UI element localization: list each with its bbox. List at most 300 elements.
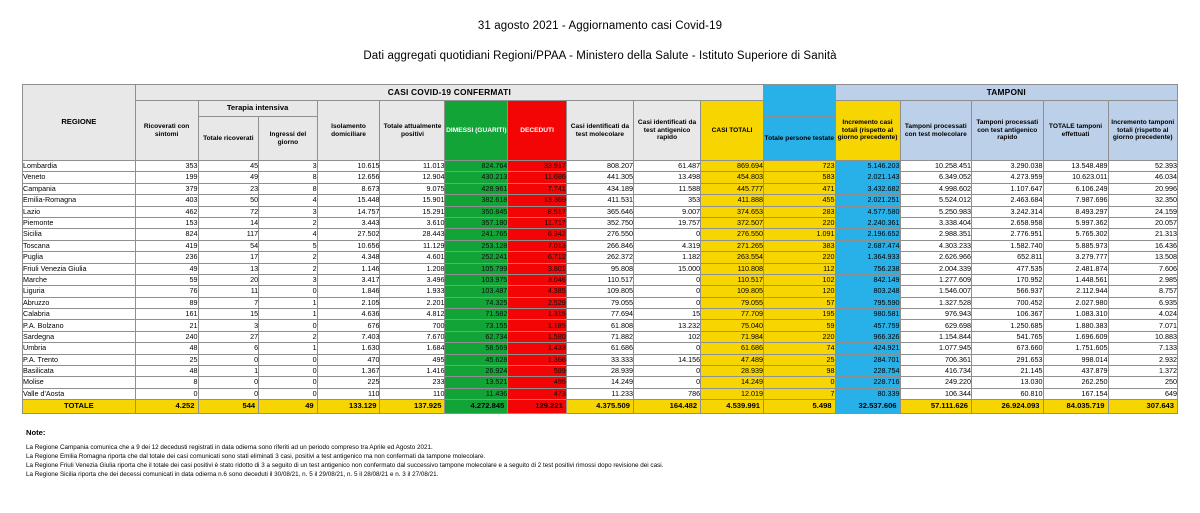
data-cell: 980.581 (835, 309, 900, 320)
region-name-cell: Molise (23, 377, 136, 388)
data-cell: 0 (633, 377, 700, 388)
data-cell: 120 (764, 286, 836, 297)
data-cell: 0 (633, 297, 700, 308)
table-row (23, 206, 1178, 217)
data-cell: 786 (633, 388, 700, 399)
data-cell: 6.712 (508, 252, 567, 263)
total-cell: 4.272.845 (445, 400, 508, 414)
table-row (23, 309, 1178, 320)
data-cell: 220 (764, 331, 836, 342)
data-cell: 629.698 (900, 320, 972, 331)
data-cell: 263.554 (701, 252, 764, 263)
data-cell: 75.040 (701, 320, 764, 331)
data-cell: 3.338.404 (900, 217, 972, 228)
data-cell: 8 (259, 172, 318, 183)
data-cell: 4.577.580 (835, 206, 900, 217)
note-line: La Regione Sicilia riporta che dei decessi comunicati in data odierna n.6 sono deceduti il 30/08/21, n. 5 il 29/08/21, n. 5 il 28/08/21 e n. 3 il 27/08/21. (26, 470, 439, 478)
col-header-ic-daily-entries: Ingressi del giorno (259, 117, 318, 161)
table-row (23, 195, 1178, 206)
data-cell: 700 (380, 320, 445, 331)
data-cell: 676 (317, 320, 380, 331)
region-name-cell: Basilicata (23, 366, 136, 377)
data-cell: 45 (198, 161, 259, 172)
data-cell: 8.493.297 (1043, 206, 1108, 217)
data-cell: 723 (764, 161, 836, 172)
data-cell: 61.808 (566, 320, 633, 331)
data-cell: 6.349.052 (900, 172, 972, 183)
data-cell: 241.765 (445, 229, 508, 240)
region-name-cell: P.A. Trento (23, 354, 136, 365)
data-cell: 236 (135, 252, 198, 263)
region-name-cell: Liguria (23, 286, 136, 297)
total-cell: 57.111.626 (900, 400, 972, 414)
data-cell: 102 (764, 274, 836, 285)
table-row (23, 366, 1178, 377)
data-cell: 71.582 (445, 309, 508, 320)
data-cell: 7.133 (1108, 343, 1177, 354)
data-cell: 2 (259, 217, 318, 228)
data-cell: 252.241 (445, 252, 508, 263)
data-cell: 2.004.339 (900, 263, 972, 274)
data-cell: 225 (317, 377, 380, 388)
data-cell: 998.014 (1043, 354, 1108, 365)
data-cell: 2 (259, 252, 318, 263)
data-cell: 3.290.038 (972, 161, 1044, 172)
data-cell: 566.937 (972, 286, 1044, 297)
data-cell: 1.367 (317, 366, 380, 377)
data-cell: 2 (259, 331, 318, 342)
note-line: La Regione Friuli Venezia Giulia riporta che il totale dei casi positivi è stato ridotto di 3 a seguito di un test antigenico non confermato dal successivo tampone molecolare e a seguito di 2 test positivi rimossi dopo revisione dei casi. (26, 461, 664, 469)
data-cell: 457.759 (835, 320, 900, 331)
data-cell: 803.248 (835, 286, 900, 297)
data-cell: 61.686 (701, 343, 764, 354)
data-cell: 1.250.685 (972, 320, 1044, 331)
data-cell: 0 (633, 286, 700, 297)
data-cell: 1.684 (380, 343, 445, 354)
data-cell: 57 (764, 297, 836, 308)
data-cell: 4.385 (508, 286, 567, 297)
data-cell: 7.670 (380, 331, 445, 342)
col-header-cases-antigen: Casi identificati da test antigenico rapido (633, 101, 700, 161)
data-cell: 13.521 (445, 377, 508, 388)
data-cell: 1.146 (317, 263, 380, 274)
data-cell: 7.606 (1108, 263, 1177, 274)
region-name-cell: Puglia (23, 252, 136, 263)
data-cell: 4.601 (380, 252, 445, 263)
data-cell: 6 (198, 343, 259, 354)
total-cell: 307.643 (1108, 400, 1177, 414)
data-cell: 103.975 (445, 274, 508, 285)
data-cell: 3.046 (508, 274, 567, 285)
region-name-cell: Marche (23, 274, 136, 285)
data-cell: 3 (259, 161, 318, 172)
data-cell: 2.932 (1108, 354, 1177, 365)
col-header-deaths: DECEDUTI (508, 101, 567, 161)
table-row (23, 240, 1178, 251)
data-cell: 250 (1108, 377, 1177, 388)
data-cell: 2.201 (380, 297, 445, 308)
data-cell: 17 (198, 252, 259, 263)
region-name-cell: Sicilia (23, 229, 136, 240)
data-cell: 0 (259, 388, 318, 399)
data-cell: 15.291 (380, 206, 445, 217)
data-cell: 0 (764, 377, 836, 388)
region-name-cell: Abruzzo (23, 297, 136, 308)
data-cell: 2.626.966 (900, 252, 972, 263)
data-cell: 3.432.682 (835, 183, 900, 194)
data-cell: 5.997.362 (1043, 217, 1108, 228)
data-cell: 430.213 (445, 172, 508, 183)
data-cell: 110 (380, 388, 445, 399)
data-cell: 3.801 (508, 263, 567, 274)
data-cell: 5.524.012 (900, 195, 972, 206)
data-cell: 808.207 (566, 161, 633, 172)
data-cell: 33.333 (566, 354, 633, 365)
region-name-cell: Umbria (23, 343, 136, 354)
data-cell: 110.808 (701, 263, 764, 274)
total-cell: 84.035.719 (1043, 400, 1108, 414)
data-cell: 76 (135, 286, 198, 297)
data-cell: 0 (259, 377, 318, 388)
data-cell: 14.156 (633, 354, 700, 365)
data-cell: 8.757 (1108, 286, 1177, 297)
data-cell: 89 (135, 297, 198, 308)
data-cell: 21 (135, 320, 198, 331)
data-cell: 4 (259, 229, 318, 240)
data-cell: 14.249 (701, 377, 764, 388)
data-cell: 46.034 (1108, 172, 1177, 183)
table-row (23, 172, 1178, 183)
data-cell: 966.326 (835, 331, 900, 342)
data-cell: 10.615 (317, 161, 380, 172)
table-row (23, 354, 1178, 365)
notes-title: Note: (26, 428, 46, 438)
data-cell: 2.105 (317, 297, 380, 308)
data-cell: 170.952 (972, 274, 1044, 285)
notes-section (26, 428, 1200, 478)
data-cell: 20.057 (1108, 217, 1177, 228)
data-cell: 473 (508, 388, 567, 399)
total-cell: 26.924.093 (972, 400, 1044, 414)
region-name-cell: Piemonte (23, 217, 136, 228)
data-cell: 0 (135, 388, 198, 399)
data-cell: 283 (764, 206, 836, 217)
data-cell: 4.998.602 (900, 183, 972, 194)
data-cell: 3 (198, 320, 259, 331)
data-cell: 7.403 (317, 331, 380, 342)
data-cell: 3.610 (380, 217, 445, 228)
data-cell: 32.350 (1108, 195, 1177, 206)
data-cell: 50 (198, 195, 259, 206)
total-cell: 129.221 (508, 400, 567, 414)
table-body (23, 161, 1178, 414)
data-cell: 0 (633, 229, 700, 240)
data-cell: 106.344 (900, 388, 972, 399)
page-subtitle: Dati aggregati quotidiani Regioni/PPAA - Ministero della Salute - Istituto Superiore di Sanità (363, 50, 837, 62)
data-cell: 1.154.844 (900, 331, 972, 342)
data-cell: 372.507 (701, 217, 764, 228)
data-cell: 357.180 (445, 217, 508, 228)
data-cell: 72 (198, 206, 259, 217)
data-cell: 2.240.361 (835, 217, 900, 228)
data-cell: 26.924 (445, 366, 508, 377)
total-cell: 137.925 (380, 400, 445, 414)
data-cell: 454.803 (701, 172, 764, 183)
data-cell: 2.658.958 (972, 217, 1044, 228)
region-name-cell: P.A. Bolzano (23, 320, 136, 331)
data-cell: 276.550 (566, 229, 633, 240)
data-cell: 15 (633, 309, 700, 320)
table-row (23, 161, 1178, 172)
data-cell: 74.325 (445, 297, 508, 308)
data-cell: 58.569 (445, 343, 508, 354)
data-cell: 28.939 (566, 366, 633, 377)
col-header-discharged: DIMESSI (GUARITI) (445, 101, 508, 161)
note-line: La Regione Campania comunica che a 9 dei 12 decedusti registrati in data odierna sono riferiti ad un periodo compreso tra Aprile ed Agosto 2021. (26, 444, 433, 452)
data-cell: 276.550 (701, 229, 764, 240)
data-cell: 3.242.314 (972, 206, 1044, 217)
note-line: La Regione Emilia Romagna riporta che dal totale dei casi comunicati sono stati eliminati 3 casi, positivi a test antigenico ma non confermati da tampone molecolare. (26, 453, 486, 461)
data-cell: 1.630 (317, 343, 380, 354)
region-name-cell: Friuli Venezia Giulia (23, 263, 136, 274)
data-cell: 4 (259, 195, 318, 206)
data-cell: 353 (633, 195, 700, 206)
col-header-swabs-molecular: Tamponi processati con test molecolare (900, 101, 972, 161)
data-cell: 49 (198, 172, 259, 183)
data-cell: 109.805 (701, 286, 764, 297)
data-cell: 79.055 (701, 297, 764, 308)
data-cell: 437.879 (1043, 366, 1108, 377)
data-cell: 2.112.944 (1043, 286, 1108, 297)
data-cell: 9.007 (633, 206, 700, 217)
data-cell: 1.182 (633, 252, 700, 263)
data-cell: 15.000 (633, 263, 700, 274)
data-cell: 27 (198, 331, 259, 342)
data-cell: 5.250.983 (900, 206, 972, 217)
data-cell: 102 (633, 331, 700, 342)
data-cell: 6.935 (1108, 297, 1177, 308)
col-header-swabs-increment: Incremento tamponi totali (rispetto al giorno precedente) (1108, 101, 1177, 161)
data-cell: 71.882 (566, 331, 633, 342)
data-cell: 824 (135, 229, 198, 240)
data-cell: 110 (317, 388, 380, 399)
data-cell: 62.734 (445, 331, 508, 342)
data-cell: 15.901 (380, 195, 445, 206)
data-cell: 98 (764, 366, 836, 377)
data-cell: 1.077.945 (900, 343, 972, 354)
data-cell: 1 (259, 297, 318, 308)
data-cell: 10.258.451 (900, 161, 972, 172)
data-cell: 49 (135, 263, 198, 274)
data-cell: 20.996 (1108, 183, 1177, 194)
data-cell: 195 (764, 309, 836, 320)
table-total-row (23, 400, 1178, 414)
data-cell: 110.517 (701, 274, 764, 285)
data-cell: 61.686 (566, 343, 633, 354)
data-cell: 411.888 (701, 195, 764, 206)
data-cell: 112 (764, 263, 836, 274)
region-name-cell: Calabria (23, 309, 136, 320)
data-cell: 4.348 (317, 252, 380, 263)
total-cell: 49 (259, 400, 318, 414)
data-cell: 13.508 (1108, 252, 1177, 263)
data-cell: 11.013 (380, 161, 445, 172)
table-subgroup-header-row (23, 101, 1178, 117)
data-cell: 33.917 (508, 161, 567, 172)
data-cell: 74 (764, 343, 836, 354)
data-cell: 0 (198, 354, 259, 365)
data-cell: 1.277.609 (900, 274, 972, 285)
data-cell: 1.546.007 (900, 286, 972, 297)
data-cell: 20 (198, 274, 259, 285)
data-cell: 1 (259, 309, 318, 320)
page-title: 31 agosto 2021 - Aggiornamento casi Covid-19 (477, 20, 723, 32)
data-cell: 161 (135, 309, 198, 320)
data-cell: 266.846 (566, 240, 633, 251)
data-cell: 14.757 (317, 206, 380, 217)
data-cell: 271.265 (701, 240, 764, 251)
data-cell: 4.319 (633, 240, 700, 251)
group-header-intensive-care: Terapia intensiva (198, 101, 317, 117)
data-cell: 1.433 (508, 343, 567, 354)
data-cell: 11 (198, 286, 259, 297)
data-cell: 0 (259, 366, 318, 377)
data-cell: 73.155 (445, 320, 508, 331)
data-cell: 21.145 (972, 366, 1044, 377)
region-name-cell: Campania (23, 183, 136, 194)
data-cell: 2.481.874 (1043, 263, 1108, 274)
data-cell: 599 (508, 366, 567, 377)
region-name-cell: Toscana (23, 240, 136, 251)
region-name-cell: Lombardia (23, 161, 136, 172)
data-cell: 403 (135, 195, 198, 206)
data-cell: 13.498 (633, 172, 700, 183)
data-cell: 240 (135, 331, 198, 342)
data-cell: 1.846 (317, 286, 380, 297)
data-table-wrapper (22, 84, 1178, 414)
data-cell: 1.696.609 (1043, 331, 1108, 342)
data-cell: 4.812 (380, 309, 445, 320)
data-cell: 71.984 (701, 331, 764, 342)
data-cell: 2.196.652 (835, 229, 900, 240)
data-cell: 374.653 (701, 206, 764, 217)
data-cell: 10.656 (317, 240, 380, 251)
data-cell: 25 (135, 354, 198, 365)
data-cell: 11.129 (380, 240, 445, 251)
data-cell: 28.443 (380, 229, 445, 240)
data-cell: 706.361 (900, 354, 972, 365)
data-cell: 0 (198, 377, 259, 388)
data-cell: 0 (259, 354, 318, 365)
data-cell: 199 (135, 172, 198, 183)
table-row (23, 263, 1178, 274)
data-cell: 10.883 (1108, 331, 1177, 342)
data-cell: 1.580 (508, 331, 567, 342)
data-cell: 80.339 (835, 388, 900, 399)
total-cell: 4.252 (135, 400, 198, 414)
data-cell: 220 (764, 217, 836, 228)
group-header-people-tested (764, 85, 836, 117)
data-cell: 0 (633, 343, 700, 354)
data-cell: 59 (135, 274, 198, 285)
data-cell: 8 (259, 183, 318, 194)
data-cell: 4.636 (317, 309, 380, 320)
data-cell: 2.463.684 (972, 195, 1044, 206)
data-cell: 416.734 (900, 366, 972, 377)
data-cell: 411.531 (566, 195, 633, 206)
data-cell: 756.238 (835, 263, 900, 274)
data-cell: 1.448.561 (1043, 274, 1108, 285)
data-cell: 419 (135, 240, 198, 251)
data-cell: 0 (633, 274, 700, 285)
data-cell: 5 (259, 240, 318, 251)
data-cell: 14.249 (566, 377, 633, 388)
data-cell: 2 (259, 263, 318, 274)
data-cell: 12.904 (380, 172, 445, 183)
data-cell: 1.933 (380, 286, 445, 297)
region-name-cell: Emilia-Romagna (23, 195, 136, 206)
data-cell: 77.694 (566, 309, 633, 320)
data-cell: 455 (764, 195, 836, 206)
data-cell: 19.757 (633, 217, 700, 228)
data-cell: 1.107.647 (972, 183, 1044, 194)
covid-data-table (22, 84, 1178, 414)
data-cell: 45.628 (445, 354, 508, 365)
data-cell: 47.489 (701, 354, 764, 365)
data-cell: 110.517 (566, 274, 633, 285)
data-cell: 673.660 (972, 343, 1044, 354)
data-cell: 25 (764, 354, 836, 365)
data-cell: 11.436 (445, 388, 508, 399)
data-cell: 8.673 (317, 183, 380, 194)
data-cell: 471 (764, 183, 836, 194)
data-cell: 11.233 (566, 388, 633, 399)
total-cell: 4.539.991 (701, 400, 764, 414)
col-header-ic-total: Totale ricoverati (198, 117, 259, 161)
data-cell: 7.013 (508, 240, 567, 251)
table-row (23, 252, 1178, 263)
data-cell: 441.305 (566, 172, 633, 183)
data-cell: 583 (764, 172, 836, 183)
total-cell: 5.498 (764, 400, 836, 414)
data-cell: 7.071 (1108, 320, 1177, 331)
data-cell: 24.159 (1108, 206, 1177, 217)
table-row (23, 217, 1178, 228)
region-name-cell: Lazio (23, 206, 136, 217)
data-cell: 284.701 (835, 354, 900, 365)
data-cell: 1.751.605 (1043, 343, 1108, 354)
data-cell: 28.939 (701, 366, 764, 377)
data-cell: 541.765 (972, 331, 1044, 342)
total-cell: 4.375.509 (566, 400, 633, 414)
data-cell: 23 (198, 183, 259, 194)
data-cell: 167.154 (1043, 388, 1108, 399)
total-cell: 544 (198, 400, 259, 414)
data-cell: 3.279.777 (1043, 252, 1108, 263)
data-cell: 103.487 (445, 286, 508, 297)
data-cell: 7 (764, 388, 836, 399)
data-cell: 824.764 (445, 161, 508, 172)
data-cell: 869.694 (701, 161, 764, 172)
data-cell: 976.943 (900, 309, 972, 320)
data-cell: 8 (135, 377, 198, 388)
group-header-confirmed: CASI COVID-19 CONFERMATI (135, 85, 763, 101)
data-cell: 652.811 (972, 252, 1044, 263)
data-cell: 95.808 (566, 263, 633, 274)
data-cell: 3 (259, 206, 318, 217)
data-cell: 262.250 (1043, 377, 1108, 388)
data-cell: 445.777 (701, 183, 764, 194)
